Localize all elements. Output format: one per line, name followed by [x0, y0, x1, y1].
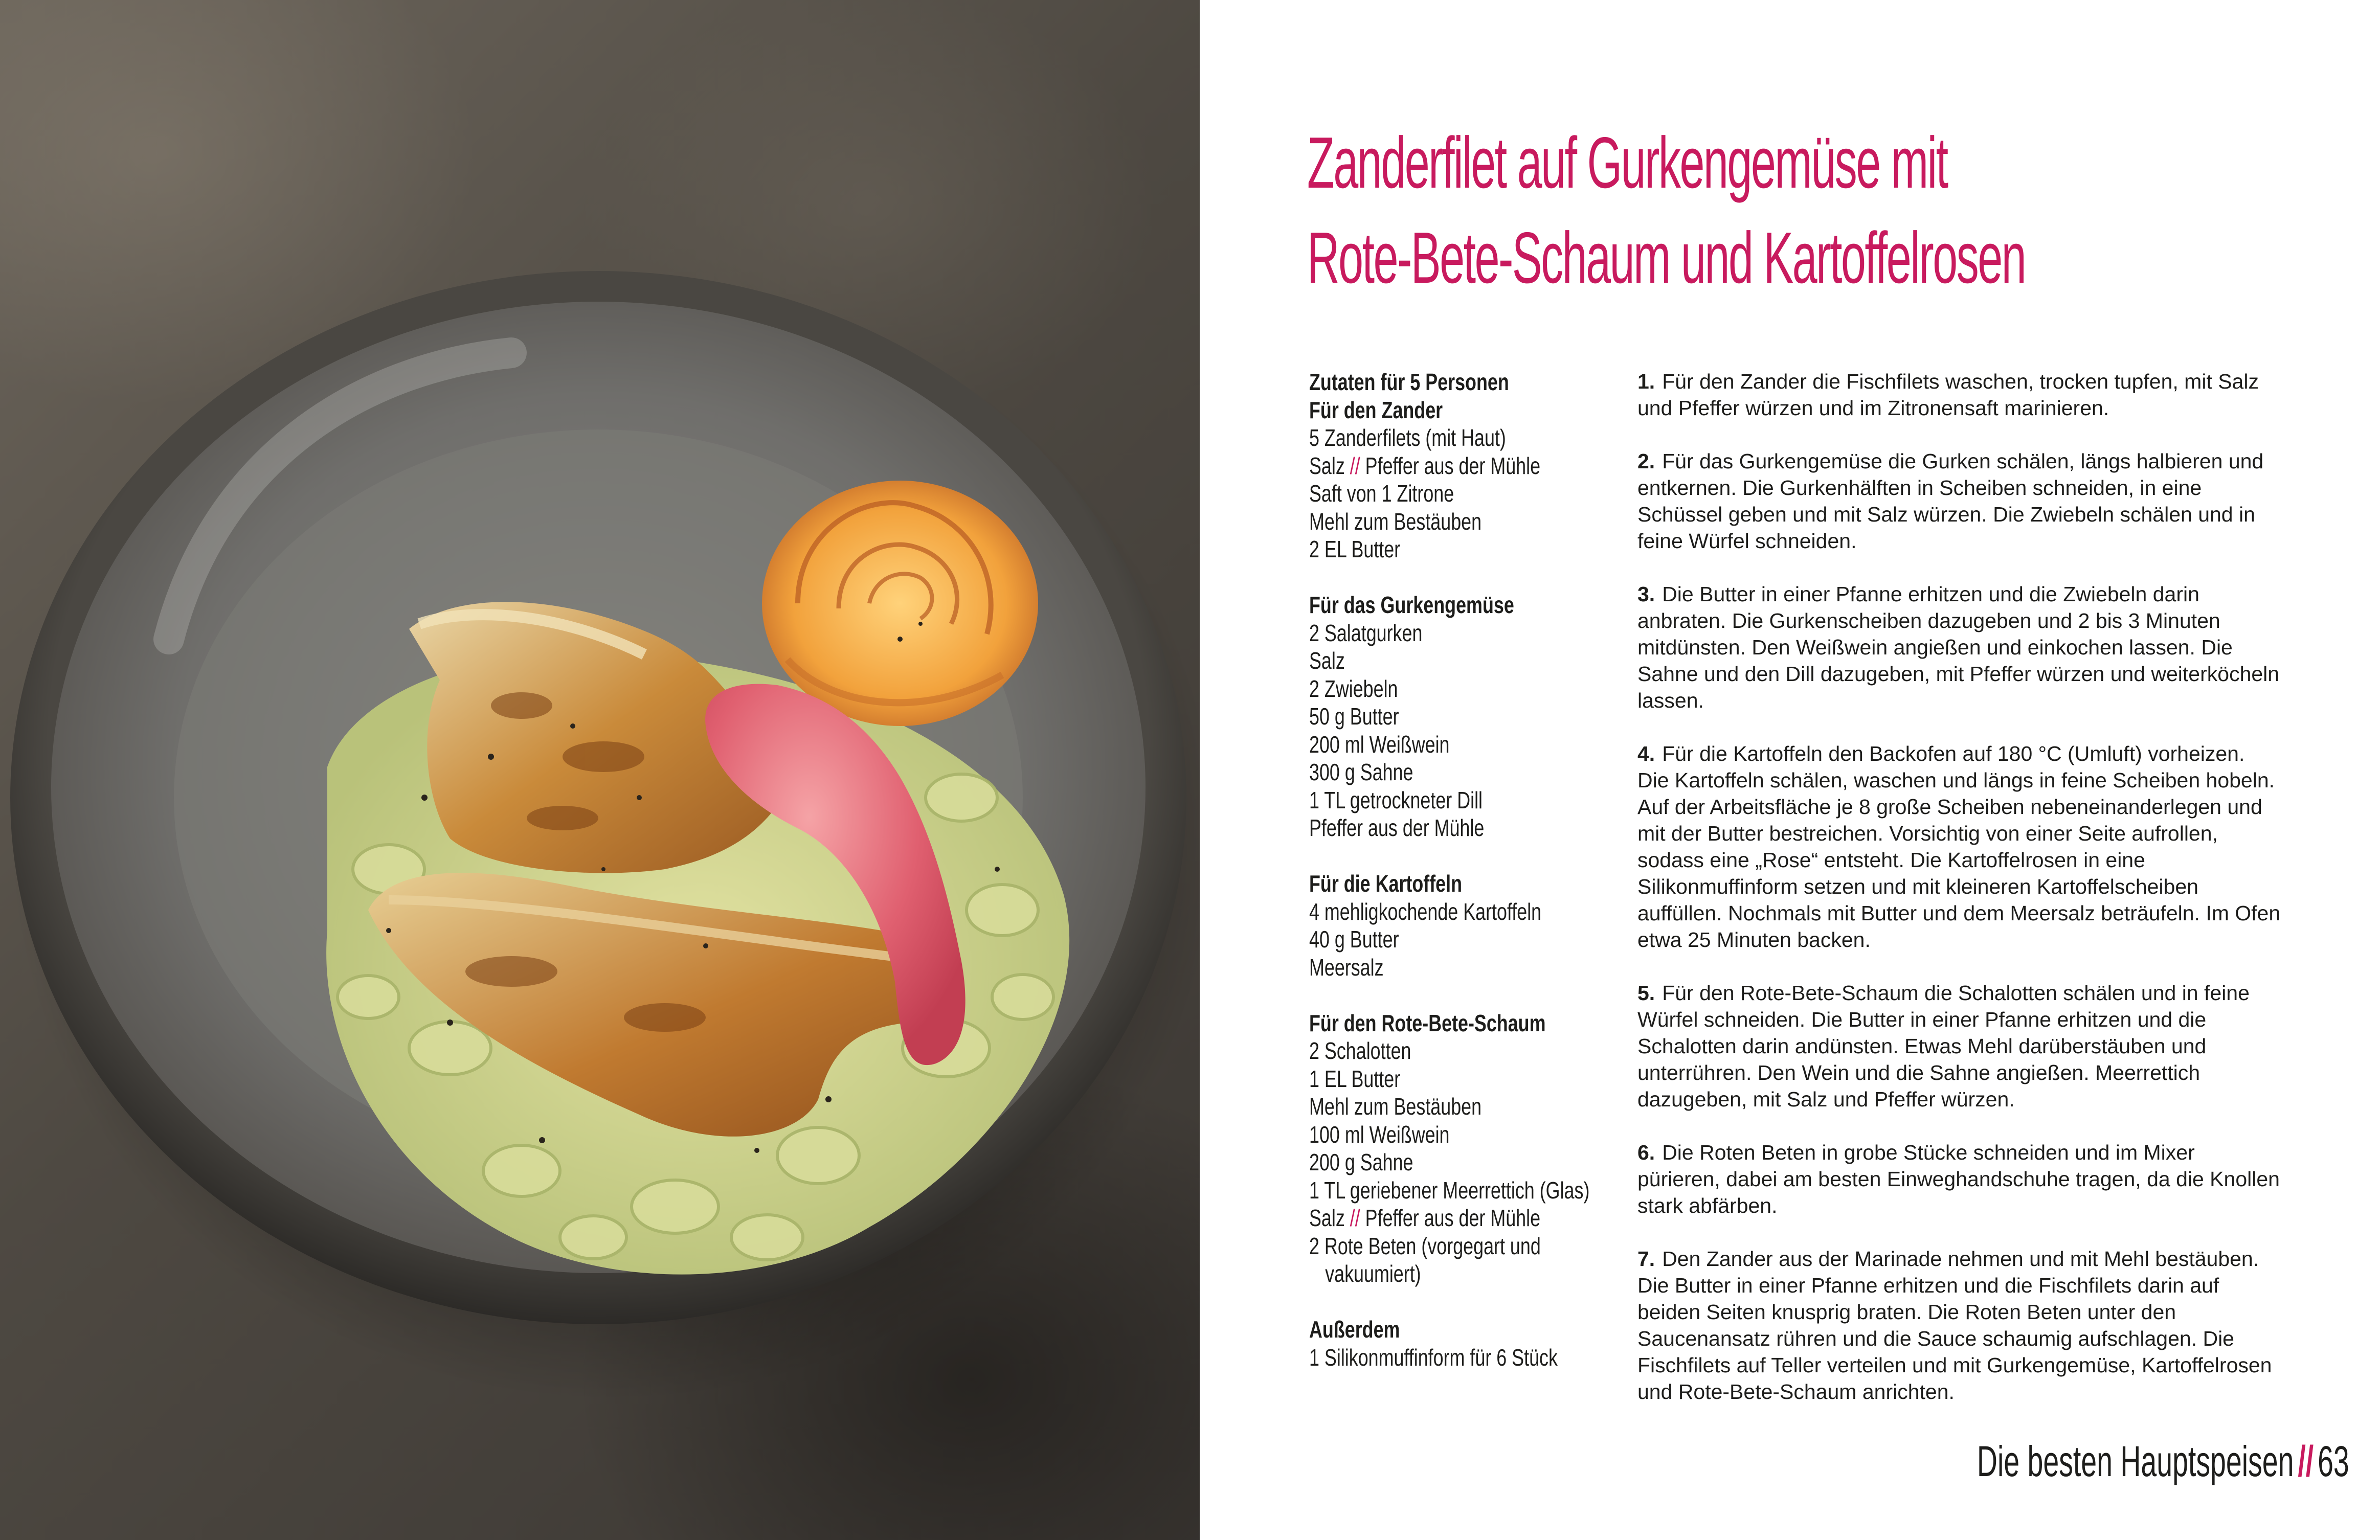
ingredient-group-heading: Zutaten für 5 Personen [1309, 369, 1509, 395]
ingredient-spacer [1309, 1288, 1677, 1316]
instruction-step [1637, 448, 2282, 554]
footer-separator: // [2298, 1437, 2314, 1485]
ingredient-line: Mehl zum Bestäuben [1309, 1093, 1482, 1120]
ingredient-line: 2 Schalotten [1309, 1037, 1411, 1064]
section-name: Die besten Hauptspeisen [1977, 1437, 2294, 1485]
ingredient-group-heading: Für die Kartoffeln [1309, 870, 1463, 897]
step-text: Für die Kartoffeln den Backofen auf 180 °C (Umluft) vorheizen. Die Kartoffeln schälen, waschen und längs in feine Scheiben hobeln. Auf der Arbeitsfläche je 8 große Scheiben nebeneinanderlegen und mit der Butter bestreichen. Vorsichtig von einer Seite aufrollen, sodass eine „Rose“ entsteht. Die Kartoffelrosen in eine Silikonmuffinform setzen und mit kleineren Kartoffelscheiben auffüllen. Nochmals mit Butter und dem Meersalz beträufeln. Im Ofen etwa 25 Minuten backen. [1637, 742, 2281, 952]
ingredient-line: Mehl zum Bestäuben [1309, 508, 1482, 535]
ingredient-separator: // [1350, 452, 1360, 479]
ingredient-part: Pfeffer aus der Mühle [1365, 1205, 1541, 1231]
ingredient-line: 300 g Sahne [1309, 759, 1413, 785]
instruction-step [1637, 581, 2282, 714]
step-text: Für den Rote-Bete-Schaum die Schalotten schälen und in feine Würfel schneiden. Die Butter in einer Pfanne erhitzen und die Schalotten darin andünsten. Etwas Mehl darüberstäuben und unterrühren. Den Wein und die Sahne angießen. Meerrettich dazugeben, mit Salz und Pfeffer würzen. [1637, 981, 2250, 1111]
ingredient-line: 4 mehligkochende Kartoffeln [1309, 898, 1542, 925]
ingredient-group-heading: Für den Zander [1309, 396, 1443, 423]
instruction-step [1637, 980, 2282, 1113]
ingredient-line: 50 g Butter [1309, 703, 1399, 730]
instruction-step [1637, 368, 2282, 421]
ingredient-line: 2 Rote Beten (vorgegart und [1309, 1232, 1541, 1259]
ingredient-separator: // [1350, 1205, 1360, 1231]
recipe-title-line-1: Zanderfilet auf Gurkengemüse mit [1307, 122, 1947, 203]
ingredient-line: 40 g Butter [1309, 926, 1399, 953]
instruction-step [1637, 740, 2282, 953]
ingredient-line: 200 ml Weißwein [1309, 731, 1450, 758]
ingredient-spacer [1309, 981, 1677, 1009]
instructions [1637, 368, 2282, 1432]
ingredient-line: 1 TL geriebener Meerrettich (Glas) [1309, 1176, 1590, 1204]
instruction-step [1637, 1245, 2282, 1405]
step-number: 6. [1637, 1141, 1655, 1164]
ingredient-spacer [1309, 842, 1677, 870]
ingredient-line: vakuumiert) [1325, 1260, 1421, 1287]
ingredient-part: Pfeffer aus der Mühle [1365, 452, 1541, 479]
step-text: Die Butter in einer Pfanne erhitzen und die Zwiebeln darin anbraten. Die Gurkenscheiben dazugeben und 2 bis 3 Minuten mitdünsten. Den Weißwein angießen und einkochen lassen. Die Sahne und den Dill dazugeben, mit Pfeffer würzen und weiterköcheln lassen. [1637, 582, 2280, 712]
ingredient-line: Salz [1309, 647, 1345, 674]
step-text: Für den Zander die Fischfilets waschen, trocken tupfen, mit Salz und Pfeffer würzen und im Zitronensaft marinieren. [1637, 370, 2259, 420]
ingredient-line: Meersalz [1309, 954, 1384, 981]
step-text: Die Roten Beten in grobe Stücke schneiden und im Mixer pürieren, dabei am besten Einweghandschuhe tragen, da die Knollen stark abfärben. [1637, 1141, 2280, 1217]
ingredient-line: Saft von 1 Zitrone [1309, 480, 1454, 507]
ingredient-group-heading: Für den Rote-Bete-Schaum [1309, 1009, 1546, 1036]
ingredient-part: Salz [1309, 1205, 1345, 1231]
ingredient-line: 200 g Sahne [1309, 1149, 1413, 1175]
step-number: 4. [1637, 742, 1655, 765]
instruction-step [1637, 1139, 2282, 1219]
ingredient-line: Pfeffer aus der Mühle [1309, 814, 1485, 841]
ingredient-group-heading: Für das Gurkengemüse [1309, 592, 1514, 618]
recipe-title-line-2: Rote-Bete-Schaum und Kartoffelrosen [1307, 217, 2026, 299]
potato-rose [762, 481, 1038, 726]
ingredient-line: 1 TL getrockneter Dill [1309, 786, 1483, 813]
recipe-title [1307, 116, 2279, 306]
step-number: 7. [1637, 1247, 1655, 1271]
ingredient-group-heading: Außerdem [1309, 1316, 1400, 1343]
ingredient-part: Salz [1309, 452, 1345, 479]
page-footer [1977, 1436, 2349, 1487]
ingredients-list [1309, 368, 1677, 1371]
ingredient-line: 5 Zanderfilets (mit Haut) [1309, 424, 1506, 451]
page-number: 63 [2318, 1437, 2349, 1485]
step-number: 2. [1637, 449, 1655, 473]
step-text: Den Zander aus der Marinade nehmen und mit Mehl bestäuben. Die Butter in einer Pfanne erhitzen und die Fischfilets darin auf beiden Seiten knusprig braten. Die Roten Beten unter den Saucenansatz rühren und die Sauce schaumig aufschlagen. Die Fischfilets auf Teller verteilen und mit Gurkengemüse, Kartoffelrosen und Rote-Bete-Schaum anrichten. [1637, 1247, 2272, 1403]
ingredient-line [1309, 1204, 1677, 1232]
ingredient-line: 2 Salatgurken [1309, 619, 1423, 646]
step-number: 1. [1637, 370, 1655, 393]
ingredient-line: 1 EL Butter [1309, 1065, 1401, 1092]
step-number: 3. [1637, 582, 1655, 606]
ingredient-line [1309, 452, 1677, 480]
ingredient-line: 1 Silikonmuffinform für 6 Stück [1309, 1344, 1558, 1371]
ingredient-spacer [1309, 563, 1677, 592]
ingredient-line: 2 Zwiebeln [1309, 675, 1398, 702]
ingredient-line: 100 ml Weißwein [1309, 1121, 1450, 1148]
ingredient-line: 2 EL Butter [1309, 536, 1401, 562]
step-text: Für das Gurkengemüse die Gurken schälen, längs halbieren und entkernen. Die Gurkenhälften in Scheiben schneiden, in eine Schüssel geben und mit Salz würzen. Die Zwiebeln schälen und in feine Würfel schneiden. [1637, 449, 2264, 553]
step-number: 5. [1637, 981, 1655, 1005]
